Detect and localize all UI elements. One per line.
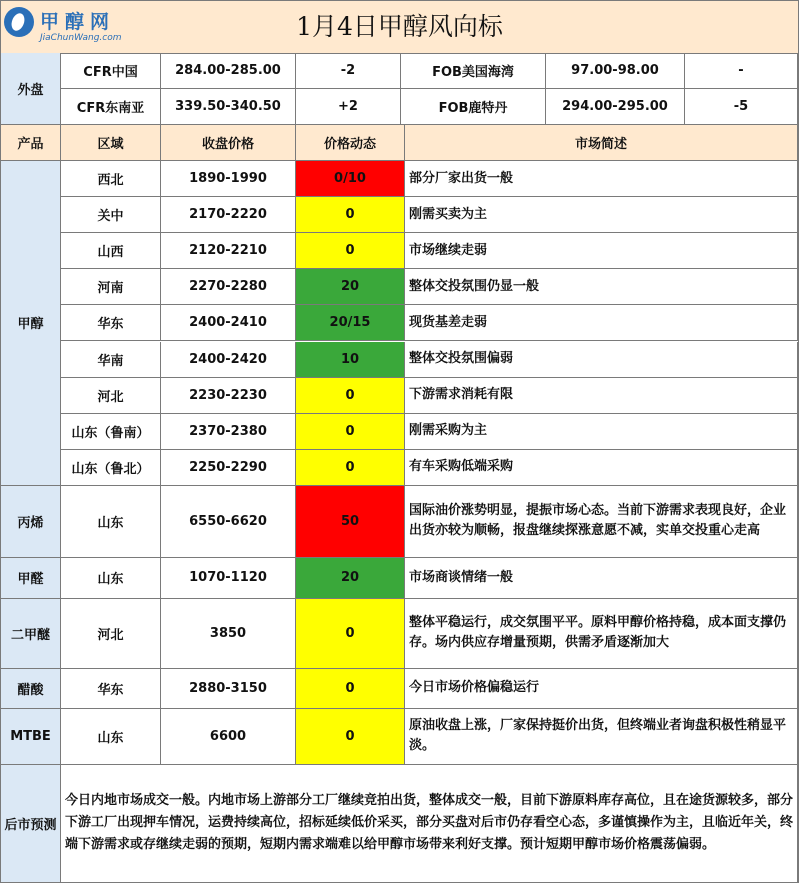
- table-row-description: 部分厂家出货一般: [405, 161, 798, 197]
- table-row-region: 河北: [61, 599, 161, 669]
- header-bar: [1, 1, 798, 54]
- outer-change: +2: [296, 89, 401, 125]
- outer-name: FOB鹿特丹: [401, 89, 546, 125]
- table-row-price: 2370-2380: [161, 414, 296, 450]
- table-row-dynamic: 20: [296, 558, 405, 599]
- table-row-description: 有车采购低端采购: [405, 450, 798, 486]
- table-row-price: 6600: [161, 709, 296, 765]
- forecast-label: 后市预测: [1, 765, 61, 883]
- table-row-region: 山东（鲁北）: [61, 450, 161, 486]
- table-row-price: 2880-3150: [161, 669, 296, 709]
- page-title: 1月4日甲醇风向标: [296, 12, 503, 41]
- forecast-text: 今日内地市场成交一般。内地市场上游部分工厂继续竞拍出货，整体成交一般，目前下游原料库存高位，且在途货源较多，部分下游工厂出现押车情况，运费持续高位，招标延续低价采买，部分买盘对后市仍存看空心态，多谨慎操作为主，且临近年关，终端下游需求或存继续走弱的预期，短期内需求端难以给甲醇市场带来利好支撑。预计短期甲醇市场价格震荡偏弱。: [61, 765, 798, 883]
- table-row-region: 山西: [61, 233, 161, 269]
- table-row-dynamic: 10: [296, 342, 405, 378]
- outer-price: 97.00-98.00: [546, 53, 685, 89]
- table-row-description: 下游需求消耗有限: [405, 378, 798, 414]
- table-row-dynamic: 0: [296, 197, 405, 233]
- table-row-region: 华东: [61, 669, 161, 709]
- table-row-description: 国际油价涨势明显，提振市场心态。当前下游需求表现良好，企业出货亦较为顺畅，报盘继续探涨意愿不减，实单交投重心走高: [405, 486, 798, 558]
- column-header-region: 区域: [61, 125, 161, 161]
- outer-change: -2: [296, 53, 401, 89]
- outer-change: -5: [685, 89, 798, 125]
- product-label: 醋酸: [1, 669, 61, 709]
- table-row-price: 3850: [161, 599, 296, 669]
- column-header-dynamic: 价格动态: [296, 125, 405, 161]
- table-row-region: 华南: [61, 342, 161, 378]
- table-row-price: 2400-2410: [161, 305, 296, 341]
- outer-price: 284.00-285.00: [161, 53, 296, 89]
- table-row-region: 山东: [61, 558, 161, 599]
- outer-market-label: 外盘: [1, 53, 61, 125]
- price-table: [1, 53, 798, 883]
- table-row-price: 1070-1120: [161, 558, 296, 599]
- table-row-price: 1890-1990: [161, 161, 296, 197]
- table-row-description: 市场商谈情绪一般: [405, 558, 798, 599]
- table-row-price: 2400-2420: [161, 342, 296, 378]
- table-row-dynamic: 0: [296, 414, 405, 450]
- outer-price: 339.50-340.50: [161, 89, 296, 125]
- table-row-description: 原油收盘上涨，厂家保持挺价出货，但终端业者询盘积极性稍显平淡。: [405, 709, 798, 765]
- table-row-price: 2170-2220: [161, 197, 296, 233]
- table-row-dynamic: 0: [296, 669, 405, 709]
- table-row-region: 山东: [61, 709, 161, 765]
- table-row-region: 河北: [61, 378, 161, 414]
- outer-price: 294.00-295.00: [546, 89, 685, 125]
- column-header-price: 收盘价格: [161, 125, 296, 161]
- product-label-methanol: 甲醇: [1, 161, 61, 486]
- table-row-region: 山东（鲁南）: [61, 414, 161, 450]
- table-row-dynamic: 20: [296, 269, 405, 305]
- product-label: 二甲醚: [1, 599, 61, 669]
- table-row-price: 6550-6620: [161, 486, 296, 558]
- table-row-price: 2230-2230: [161, 378, 296, 414]
- product-label: 甲醛: [1, 558, 61, 599]
- table-row-region: 山东: [61, 486, 161, 558]
- table-row-description: 刚需采购为主: [405, 414, 798, 450]
- table-row-dynamic: 0: [296, 709, 405, 765]
- column-header-description: 市场简述: [405, 125, 798, 161]
- outer-name: FOB美国海湾: [401, 53, 546, 89]
- logo-url: JiaChunWang.com: [40, 33, 122, 43]
- table-row-description: 今日市场价格偏稳运行: [405, 669, 798, 709]
- outer-name: CFR中国: [61, 53, 161, 89]
- table-row-region: 河南: [61, 269, 161, 305]
- table-row-price: 2250-2290: [161, 450, 296, 486]
- table-row-dynamic: 0: [296, 378, 405, 414]
- table-row-dynamic: 20/15: [296, 305, 405, 341]
- table-row-description: 市场继续走弱: [405, 233, 798, 269]
- table-row-description: 整体平稳运行，成交氛围平平。原料甲醇价格持稳，成本面支撑仍存。场内供应存增量预期，供需矛盾逐渐加大: [405, 599, 798, 669]
- table-row-region: 西北: [61, 161, 161, 197]
- table-row-price: 2120-2210: [161, 233, 296, 269]
- table-row-region: 关中: [61, 197, 161, 233]
- table-row-dynamic: 0: [296, 599, 405, 669]
- product-label: 丙烯: [1, 486, 61, 558]
- table-row-description: 整体交投氛围仍显一般: [405, 269, 798, 305]
- table-row-price: 2270-2280: [161, 269, 296, 305]
- table-row-region: 华东: [61, 305, 161, 341]
- outer-change: -: [685, 53, 798, 89]
- table-row-dynamic: 0: [296, 233, 405, 269]
- table-row-dynamic: 0/10: [296, 161, 405, 197]
- table-row-description: 整体交投氛围偏弱: [405, 342, 798, 378]
- table-row-description: 刚需买卖为主: [405, 197, 798, 233]
- table-row-dynamic: 0: [296, 450, 405, 486]
- table-row-description: 现货基差走弱: [405, 305, 798, 341]
- product-label: MTBE: [1, 709, 61, 765]
- outer-name: CFR东南亚: [61, 89, 161, 125]
- logo-name: 甲醇网: [40, 11, 116, 33]
- column-header-product: 产品: [1, 125, 61, 161]
- table-row-dynamic: 50: [296, 486, 405, 558]
